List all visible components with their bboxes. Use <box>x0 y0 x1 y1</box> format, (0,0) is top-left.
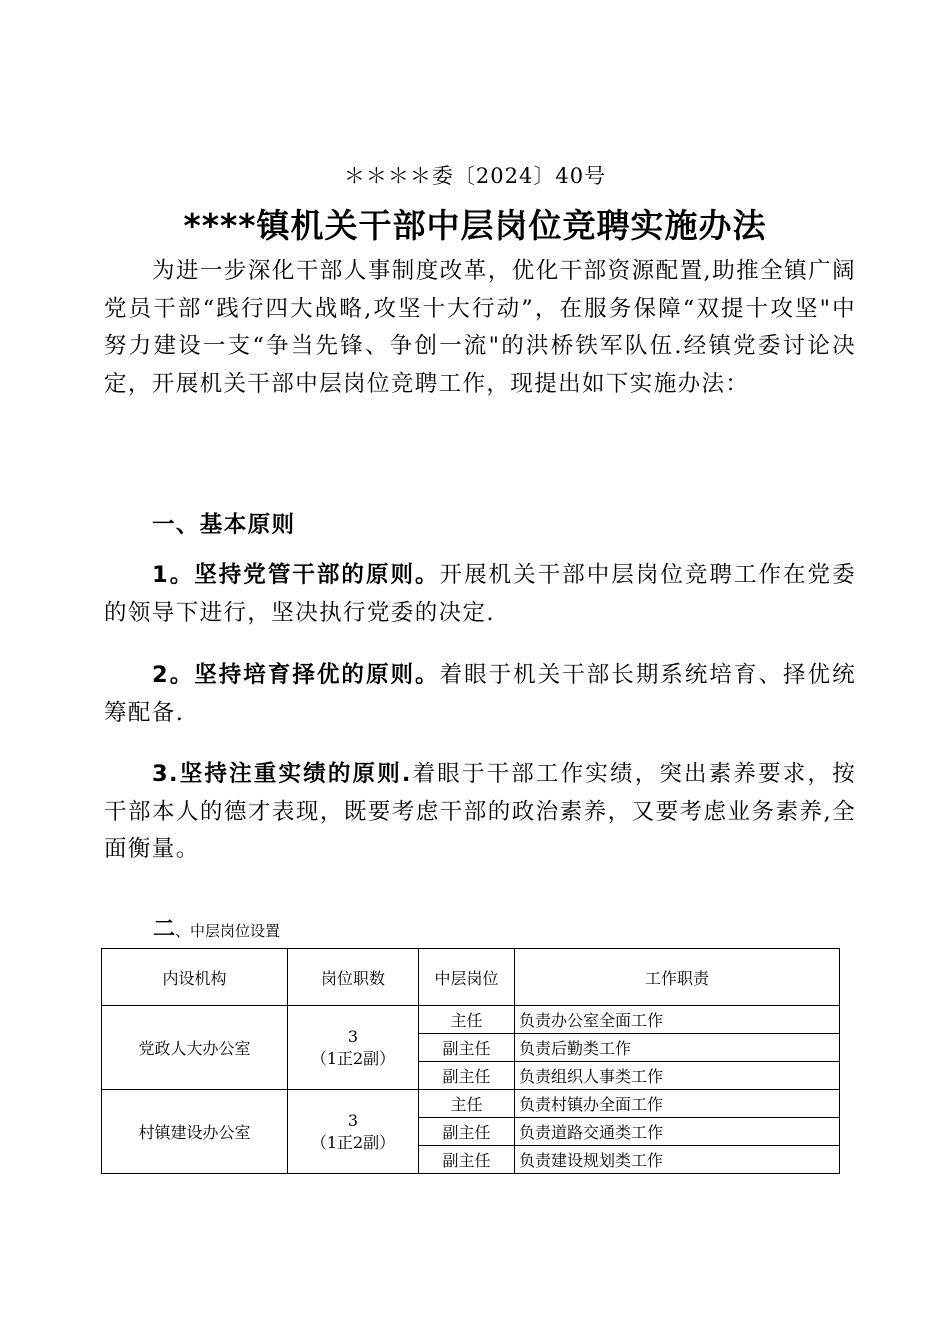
post-cell: 副主任 <box>419 1146 515 1174</box>
principle-1-text: 开展机关干部中层岗位竞聘工作在党委的领导下进行，坚决执行党委的决定. <box>104 562 856 626</box>
post-cell: 副主任 <box>419 1118 515 1146</box>
post-cell: 副主任 <box>419 1062 515 1090</box>
principle-1-lead: 1。坚持党管干部的原则。 <box>152 562 440 588</box>
principle-2-text: 着眼于机关干部长期系统培育、择优统筹配备. <box>104 662 856 726</box>
principle-3 <box>104 756 856 869</box>
table-header-row <box>102 949 840 1006</box>
section2-title: 、中层岗位设置 <box>175 922 281 940</box>
position-table <box>101 948 840 1174</box>
count-value: 3 <box>347 1026 359 1046</box>
principle-3-lead: 3.坚持注重实绩的原则. <box>152 761 412 787</box>
document-number: ＊＊＊＊委〔2024〕40号 <box>343 164 607 188</box>
principle-2-lead: 2。坚持培育择优的原则。 <box>152 662 440 688</box>
duty-cell: 负责组织人事类工作 <box>515 1062 840 1090</box>
org-cell: 党政人大办公室 <box>102 1006 288 1090</box>
header-org: 内设机构 <box>102 949 288 1006</box>
duty-cell: 负责村镇办全面工作 <box>515 1090 840 1118</box>
table-row <box>102 1006 840 1034</box>
post-cell: 副主任 <box>419 1034 515 1062</box>
post-cell: 主任 <box>419 1090 515 1118</box>
count-note: （1正2副） <box>310 1048 396 1068</box>
count-note: （1正2副） <box>310 1132 396 1152</box>
section1-heading: 一、基本原则 <box>152 512 296 538</box>
duty-cell: 负责建设规划类工作 <box>515 1146 840 1174</box>
principle-1 <box>104 557 856 632</box>
duty-cell: 负责道路交通类工作 <box>515 1118 840 1146</box>
principle-2 <box>104 657 856 732</box>
section2-number: 二 <box>153 917 176 942</box>
principle-3-text: 着眼于干部工作实绩，突出素养要求，按干部本人的德才表现，既要考虑干部的政治素养，又要考虑业务素养,全面衡量。 <box>104 761 857 862</box>
duty-cell: 负责后勤类工作 <box>515 1034 840 1062</box>
document-title: ****镇机关干部中层岗位竞聘实施办法 <box>183 206 767 245</box>
header-count: 岗位职数 <box>288 949 419 1006</box>
count-cell <box>288 1090 419 1174</box>
intro-paragraph: 为进一步深化干部人事制度改革，优化干部资源配置,助推全镇广阔党员干部“践行四大战略,攻坚十大行动”，在服务保障“双提十攻坚"中努力建设一支“争当先锋、争创一流"的洪桥铁军队伍.经镇党委讨论决定，开展机关干部中层岗位竞聘工作，现提出如下实施办法： <box>104 258 856 397</box>
org-cell: 村镇建设办公室 <box>102 1090 288 1174</box>
table-row <box>102 1090 840 1118</box>
header-duty: 工作职责 <box>515 949 840 1006</box>
duty-cell: 负责办公室全面工作 <box>515 1006 840 1034</box>
count-cell <box>288 1006 419 1090</box>
section2-heading <box>153 912 280 943</box>
post-cell: 主任 <box>419 1006 515 1034</box>
count-value: 3 <box>347 1110 359 1130</box>
header-post: 中层岗位 <box>419 949 515 1006</box>
